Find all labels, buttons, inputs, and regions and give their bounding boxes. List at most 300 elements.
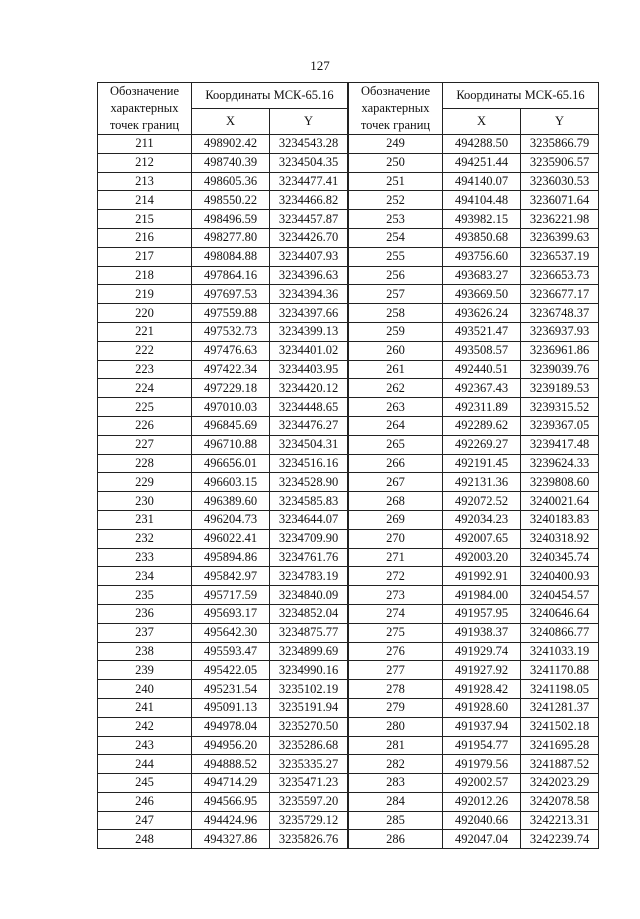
- table-row: [349, 774, 599, 793]
- table-row: [349, 567, 599, 586]
- y-value-cell: 3240646.64: [521, 604, 599, 623]
- header-label-line: точек границ: [360, 118, 431, 132]
- table-row: [349, 510, 599, 529]
- y-value-cell: 3235286.68: [270, 736, 348, 755]
- page-number: 127: [310, 58, 330, 73]
- table-row: [349, 266, 599, 285]
- x-value-cell: 492289.62: [443, 416, 521, 435]
- x-value-cell: 491928.42: [443, 680, 521, 699]
- point-number-cell: 220: [98, 304, 192, 323]
- table-row: [349, 755, 599, 774]
- y-value-cell: 3236030.53: [521, 172, 599, 191]
- table-row: [349, 379, 599, 398]
- x-value-cell: 492040.66: [443, 811, 521, 830]
- table-row: [349, 454, 599, 473]
- point-number-cell: 211: [98, 135, 192, 154]
- table-row: [98, 210, 348, 229]
- point-number-cell: 260: [349, 341, 443, 360]
- table-row: [98, 698, 348, 717]
- table-row: [349, 398, 599, 417]
- table-row: [349, 623, 599, 642]
- header-label-line: характерных: [110, 101, 179, 115]
- y-value-cell: 3239624.33: [521, 454, 599, 473]
- point-number-cell: 232: [98, 529, 192, 548]
- table-row: [98, 398, 348, 417]
- point-number-cell: 251: [349, 172, 443, 191]
- x-value-cell: 497697.53: [192, 285, 270, 304]
- y-value-cell: 3234528.90: [270, 473, 348, 492]
- point-number-cell: 281: [349, 736, 443, 755]
- point-number-cell: 272: [349, 567, 443, 586]
- y-value-cell: 3234477.41: [270, 172, 348, 191]
- x-value-cell: 492311.89: [443, 398, 521, 417]
- y-value-cell: 3239808.60: [521, 473, 599, 492]
- point-number-cell: 266: [349, 454, 443, 473]
- point-number-cell: 246: [98, 792, 192, 811]
- y-value-cell: 3235191.94: [270, 698, 348, 717]
- x-value-cell: 496603.15: [192, 473, 270, 492]
- table-row: [98, 642, 348, 661]
- y-value-cell: 3234426.70: [270, 228, 348, 247]
- table-row: [98, 266, 348, 285]
- x-value-cell: 491984.00: [443, 586, 521, 605]
- y-value-cell: 3234875.77: [270, 623, 348, 642]
- table-row: [98, 604, 348, 623]
- y-value-cell: 3235866.79: [521, 135, 599, 154]
- point-number-cell: 245: [98, 774, 192, 793]
- table-row: [98, 755, 348, 774]
- table-row: [98, 341, 348, 360]
- table-row: [98, 172, 348, 191]
- y-value-cell: 3235826.76: [270, 830, 348, 849]
- y-value-cell: 3241281.37: [521, 698, 599, 717]
- point-number-cell: 225: [98, 398, 192, 417]
- y-value-cell: 3234899.69: [270, 642, 348, 661]
- x-value-cell: 492367.43: [443, 379, 521, 398]
- header-coordinate-system: Координаты МСК-65.16: [443, 83, 599, 109]
- x-value-cell: 492440.51: [443, 360, 521, 379]
- point-number-cell: 215: [98, 210, 192, 229]
- point-number-cell: 275: [349, 623, 443, 642]
- x-value-cell: 491927.92: [443, 661, 521, 680]
- y-value-cell: 3239039.76: [521, 360, 599, 379]
- y-value-cell: 3234394.36: [270, 285, 348, 304]
- x-value-cell: 495693.17: [192, 604, 270, 623]
- x-value-cell: 497422.34: [192, 360, 270, 379]
- x-value-cell: 497229.18: [192, 379, 270, 398]
- point-number-cell: 254: [349, 228, 443, 247]
- x-value-cell: 494251.44: [443, 153, 521, 172]
- y-value-cell: 3235270.50: [270, 717, 348, 736]
- table-row: [349, 247, 599, 266]
- table-row: [349, 492, 599, 511]
- y-value-cell: 3234401.02: [270, 341, 348, 360]
- table-row: [349, 322, 599, 341]
- x-value-cell: 494104.48: [443, 191, 521, 210]
- table-row: [98, 661, 348, 680]
- x-value-cell: 492012.26: [443, 792, 521, 811]
- table-row: [98, 153, 348, 172]
- table-row: [349, 830, 599, 849]
- y-value-cell: 3242023.29: [521, 774, 599, 793]
- point-number-cell: 286: [349, 830, 443, 849]
- table-row: [349, 661, 599, 680]
- table-row: [98, 830, 348, 849]
- table-row: [98, 774, 348, 793]
- point-number-cell: 233: [98, 548, 192, 567]
- x-value-cell: 493521.47: [443, 322, 521, 341]
- point-number-cell: 235: [98, 586, 192, 605]
- table-row: [98, 529, 348, 548]
- point-number-cell: 234: [98, 567, 192, 586]
- y-value-cell: 3236071.64: [521, 191, 599, 210]
- point-number-cell: 257: [349, 285, 443, 304]
- x-value-cell: 495091.13: [192, 698, 270, 717]
- table-row: [349, 473, 599, 492]
- y-value-cell: 3234990.16: [270, 661, 348, 680]
- point-number-cell: 242: [98, 717, 192, 736]
- x-value-cell: 493683.27: [443, 266, 521, 285]
- point-number-cell: 219: [98, 285, 192, 304]
- table-row: [98, 567, 348, 586]
- y-value-cell: 3234504.31: [270, 435, 348, 454]
- y-value-cell: 3242213.31: [521, 811, 599, 830]
- table-row: [349, 529, 599, 548]
- table-row: [98, 736, 348, 755]
- table-row: [98, 135, 348, 154]
- table-row: [98, 416, 348, 435]
- table-row: [349, 680, 599, 699]
- header-label-line: характерных: [361, 101, 430, 115]
- point-number-cell: 256: [349, 266, 443, 285]
- x-value-cell: 491992.91: [443, 567, 521, 586]
- table-row: [98, 322, 348, 341]
- y-value-cell: 3234516.16: [270, 454, 348, 473]
- point-number-cell: 270: [349, 529, 443, 548]
- x-value-cell: 496656.01: [192, 454, 270, 473]
- table-body-right: [349, 135, 599, 849]
- x-value-cell: 494714.29: [192, 774, 270, 793]
- point-number-cell: 276: [349, 642, 443, 661]
- x-value-cell: 496389.60: [192, 492, 270, 511]
- table-row: [98, 304, 348, 323]
- x-value-cell: 491937.94: [443, 717, 521, 736]
- x-value-cell: 493669.50: [443, 285, 521, 304]
- table-row: [98, 623, 348, 642]
- x-value-cell: 491957.95: [443, 604, 521, 623]
- header-label-line: точек границ: [109, 118, 180, 132]
- point-number-cell: 279: [349, 698, 443, 717]
- x-value-cell: 495842.97: [192, 567, 270, 586]
- point-number-cell: 229: [98, 473, 192, 492]
- x-value-cell: 494327.86: [192, 830, 270, 849]
- x-value-cell: 494424.96: [192, 811, 270, 830]
- table-row: [349, 153, 599, 172]
- header-y: Y: [270, 109, 348, 135]
- x-value-cell: 494566.95: [192, 792, 270, 811]
- x-value-cell: 495894.86: [192, 548, 270, 567]
- x-value-cell: 491928.60: [443, 698, 521, 717]
- coordinates-table-left: [97, 82, 348, 849]
- y-value-cell: 3236221.98: [521, 210, 599, 229]
- table-row: [98, 492, 348, 511]
- y-value-cell: 3240345.74: [521, 548, 599, 567]
- table-row: [98, 548, 348, 567]
- point-number-cell: 285: [349, 811, 443, 830]
- y-value-cell: 3241502.18: [521, 717, 599, 736]
- point-number-cell: 249: [349, 135, 443, 154]
- x-value-cell: 492003.20: [443, 548, 521, 567]
- y-value-cell: 3235471.23: [270, 774, 348, 793]
- table-row: [98, 792, 348, 811]
- x-value-cell: 492007.65: [443, 529, 521, 548]
- x-value-cell: 493626.24: [443, 304, 521, 323]
- point-number-cell: 244: [98, 755, 192, 774]
- y-value-cell: 3234840.09: [270, 586, 348, 605]
- x-value-cell: 498084.88: [192, 247, 270, 266]
- x-value-cell: 492191.45: [443, 454, 521, 473]
- point-number-cell: 277: [349, 661, 443, 680]
- point-number-cell: 214: [98, 191, 192, 210]
- x-value-cell: 491979.56: [443, 755, 521, 774]
- x-value-cell: 495642.30: [192, 623, 270, 642]
- x-value-cell: 498277.80: [192, 228, 270, 247]
- y-value-cell: 3234504.35: [270, 153, 348, 172]
- y-value-cell: 3235102.19: [270, 680, 348, 699]
- x-value-cell: 492002.57: [443, 774, 521, 793]
- y-value-cell: 3236677.17: [521, 285, 599, 304]
- y-value-cell: 3234407.93: [270, 247, 348, 266]
- header-x: X: [192, 109, 270, 135]
- x-value-cell: 493982.15: [443, 210, 521, 229]
- table-row: [98, 811, 348, 830]
- y-value-cell: 3234448.65: [270, 398, 348, 417]
- table-row: [98, 586, 348, 605]
- table-row: [349, 586, 599, 605]
- coordinates-table-right: [348, 82, 599, 849]
- point-number-cell: 238: [98, 642, 192, 661]
- point-number-cell: 216: [98, 228, 192, 247]
- point-number-cell: 278: [349, 680, 443, 699]
- table-row: [349, 717, 599, 736]
- x-value-cell: 492072.52: [443, 492, 521, 511]
- y-value-cell: 3234396.63: [270, 266, 348, 285]
- y-value-cell: 3240318.92: [521, 529, 599, 548]
- y-value-cell: 3234457.87: [270, 210, 348, 229]
- point-number-cell: 247: [98, 811, 192, 830]
- table-row: [349, 135, 599, 154]
- table-row: [98, 247, 348, 266]
- point-number-cell: 263: [349, 398, 443, 417]
- table-row: [349, 228, 599, 247]
- point-number-cell: 265: [349, 435, 443, 454]
- x-value-cell: 492047.04: [443, 830, 521, 849]
- point-number-cell: 224: [98, 379, 192, 398]
- y-value-cell: 3236961.86: [521, 341, 599, 360]
- y-value-cell: 3234585.83: [270, 492, 348, 511]
- header-x: X: [443, 109, 521, 135]
- table-row: [349, 172, 599, 191]
- x-value-cell: 494888.52: [192, 755, 270, 774]
- table-row: [349, 698, 599, 717]
- x-value-cell: 491954.77: [443, 736, 521, 755]
- x-value-cell: 497532.73: [192, 322, 270, 341]
- x-value-cell: 496022.41: [192, 529, 270, 548]
- point-number-cell: 267: [349, 473, 443, 492]
- x-value-cell: 494956.20: [192, 736, 270, 755]
- point-number-cell: 239: [98, 661, 192, 680]
- table-row: [98, 473, 348, 492]
- point-number-cell: 240: [98, 680, 192, 699]
- table-row: [98, 228, 348, 247]
- x-value-cell: 493756.60: [443, 247, 521, 266]
- point-number-cell: 268: [349, 492, 443, 511]
- y-value-cell: 3236748.37: [521, 304, 599, 323]
- point-number-cell: 259: [349, 322, 443, 341]
- x-value-cell: 498902.42: [192, 135, 270, 154]
- table-row: [349, 304, 599, 323]
- y-value-cell: 3236399.63: [521, 228, 599, 247]
- point-number-cell: 217: [98, 247, 192, 266]
- y-value-cell: 3234399.13: [270, 322, 348, 341]
- point-number-cell: 243: [98, 736, 192, 755]
- x-value-cell: 497010.03: [192, 398, 270, 417]
- point-number-cell: 262: [349, 379, 443, 398]
- x-value-cell: 497476.63: [192, 341, 270, 360]
- table-row: [349, 285, 599, 304]
- y-value-cell: 3234852.04: [270, 604, 348, 623]
- table-row: [98, 191, 348, 210]
- x-value-cell: 495717.59: [192, 586, 270, 605]
- table-row: [98, 379, 348, 398]
- x-value-cell: 493508.57: [443, 341, 521, 360]
- header-label-line: Обозначение: [360, 84, 431, 98]
- table-row: [349, 548, 599, 567]
- point-number-cell: 250: [349, 153, 443, 172]
- table-row: [98, 454, 348, 473]
- point-number-cell: 284: [349, 792, 443, 811]
- x-value-cell: 498740.39: [192, 153, 270, 172]
- header-label-line: Обозначение: [109, 84, 180, 98]
- point-number-cell: 230: [98, 492, 192, 511]
- x-value-cell: 494288.50: [443, 135, 521, 154]
- point-number-cell: 213: [98, 172, 192, 191]
- x-value-cell: 498496.59: [192, 210, 270, 229]
- header-point-label: [349, 83, 443, 135]
- point-number-cell: 236: [98, 604, 192, 623]
- y-value-cell: 3236537.19: [521, 247, 599, 266]
- y-value-cell: 3235906.57: [521, 153, 599, 172]
- x-value-cell: 491938.37: [443, 623, 521, 642]
- y-value-cell: 3236653.73: [521, 266, 599, 285]
- y-value-cell: 3240021.64: [521, 492, 599, 511]
- point-number-cell: 231: [98, 510, 192, 529]
- point-number-cell: 227: [98, 435, 192, 454]
- y-value-cell: 3240866.77: [521, 623, 599, 642]
- point-number-cell: 273: [349, 586, 443, 605]
- y-value-cell: 3240400.93: [521, 567, 599, 586]
- y-value-cell: 3241695.28: [521, 736, 599, 755]
- x-value-cell: 498605.36: [192, 172, 270, 191]
- y-value-cell: 3234466.82: [270, 191, 348, 210]
- x-value-cell: 494140.07: [443, 172, 521, 191]
- y-value-cell: 3235335.27: [270, 755, 348, 774]
- x-value-cell: 492269.27: [443, 435, 521, 454]
- table-row: [98, 717, 348, 736]
- y-value-cell: 3234403.95: [270, 360, 348, 379]
- header-y: Y: [521, 109, 599, 135]
- point-number-cell: 248: [98, 830, 192, 849]
- table-row: [349, 191, 599, 210]
- table-row: [349, 604, 599, 623]
- table-row: [349, 210, 599, 229]
- x-value-cell: 494978.04: [192, 717, 270, 736]
- table-row: [98, 435, 348, 454]
- x-value-cell: 497864.16: [192, 266, 270, 285]
- point-number-cell: 271: [349, 548, 443, 567]
- point-number-cell: 280: [349, 717, 443, 736]
- y-value-cell: 3240183.83: [521, 510, 599, 529]
- y-value-cell: 3241887.52: [521, 755, 599, 774]
- point-number-cell: 269: [349, 510, 443, 529]
- y-value-cell: 3234783.19: [270, 567, 348, 586]
- table-body-left: [98, 135, 348, 849]
- x-value-cell: 496204.73: [192, 510, 270, 529]
- header-coordinate-system: Координаты МСК-65.16: [192, 83, 348, 109]
- table-row: [349, 416, 599, 435]
- y-value-cell: 3234644.07: [270, 510, 348, 529]
- table-row: [98, 285, 348, 304]
- table-row: [349, 811, 599, 830]
- point-number-cell: 241: [98, 698, 192, 717]
- x-value-cell: 492131.36: [443, 473, 521, 492]
- y-value-cell: 3241033.19: [521, 642, 599, 661]
- y-value-cell: 3241198.05: [521, 680, 599, 699]
- point-number-cell: 261: [349, 360, 443, 379]
- x-value-cell: 495422.05: [192, 661, 270, 680]
- table-row: [98, 510, 348, 529]
- table-row: [349, 435, 599, 454]
- x-value-cell: 498550.22: [192, 191, 270, 210]
- y-value-cell: 3234761.76: [270, 548, 348, 567]
- x-value-cell: 497559.88: [192, 304, 270, 323]
- point-number-cell: 226: [98, 416, 192, 435]
- point-number-cell: 228: [98, 454, 192, 473]
- table-row: [349, 736, 599, 755]
- table-row: [98, 360, 348, 379]
- y-value-cell: 3235597.20: [270, 792, 348, 811]
- point-number-cell: 223: [98, 360, 192, 379]
- header-point-label: [98, 83, 192, 135]
- table-row: [349, 792, 599, 811]
- y-value-cell: 3241170.88: [521, 661, 599, 680]
- y-value-cell: 3240454.57: [521, 586, 599, 605]
- y-value-cell: 3239417.48: [521, 435, 599, 454]
- point-number-cell: 212: [98, 153, 192, 172]
- table-row: [349, 341, 599, 360]
- point-number-cell: 221: [98, 322, 192, 341]
- y-value-cell: 3234420.12: [270, 379, 348, 398]
- point-number-cell: 218: [98, 266, 192, 285]
- point-number-cell: 264: [349, 416, 443, 435]
- y-value-cell: 3234709.90: [270, 529, 348, 548]
- y-value-cell: 3234543.28: [270, 135, 348, 154]
- table-row: [349, 642, 599, 661]
- x-value-cell: 496845.69: [192, 416, 270, 435]
- x-value-cell: 491929.74: [443, 642, 521, 661]
- point-number-cell: 252: [349, 191, 443, 210]
- point-number-cell: 237: [98, 623, 192, 642]
